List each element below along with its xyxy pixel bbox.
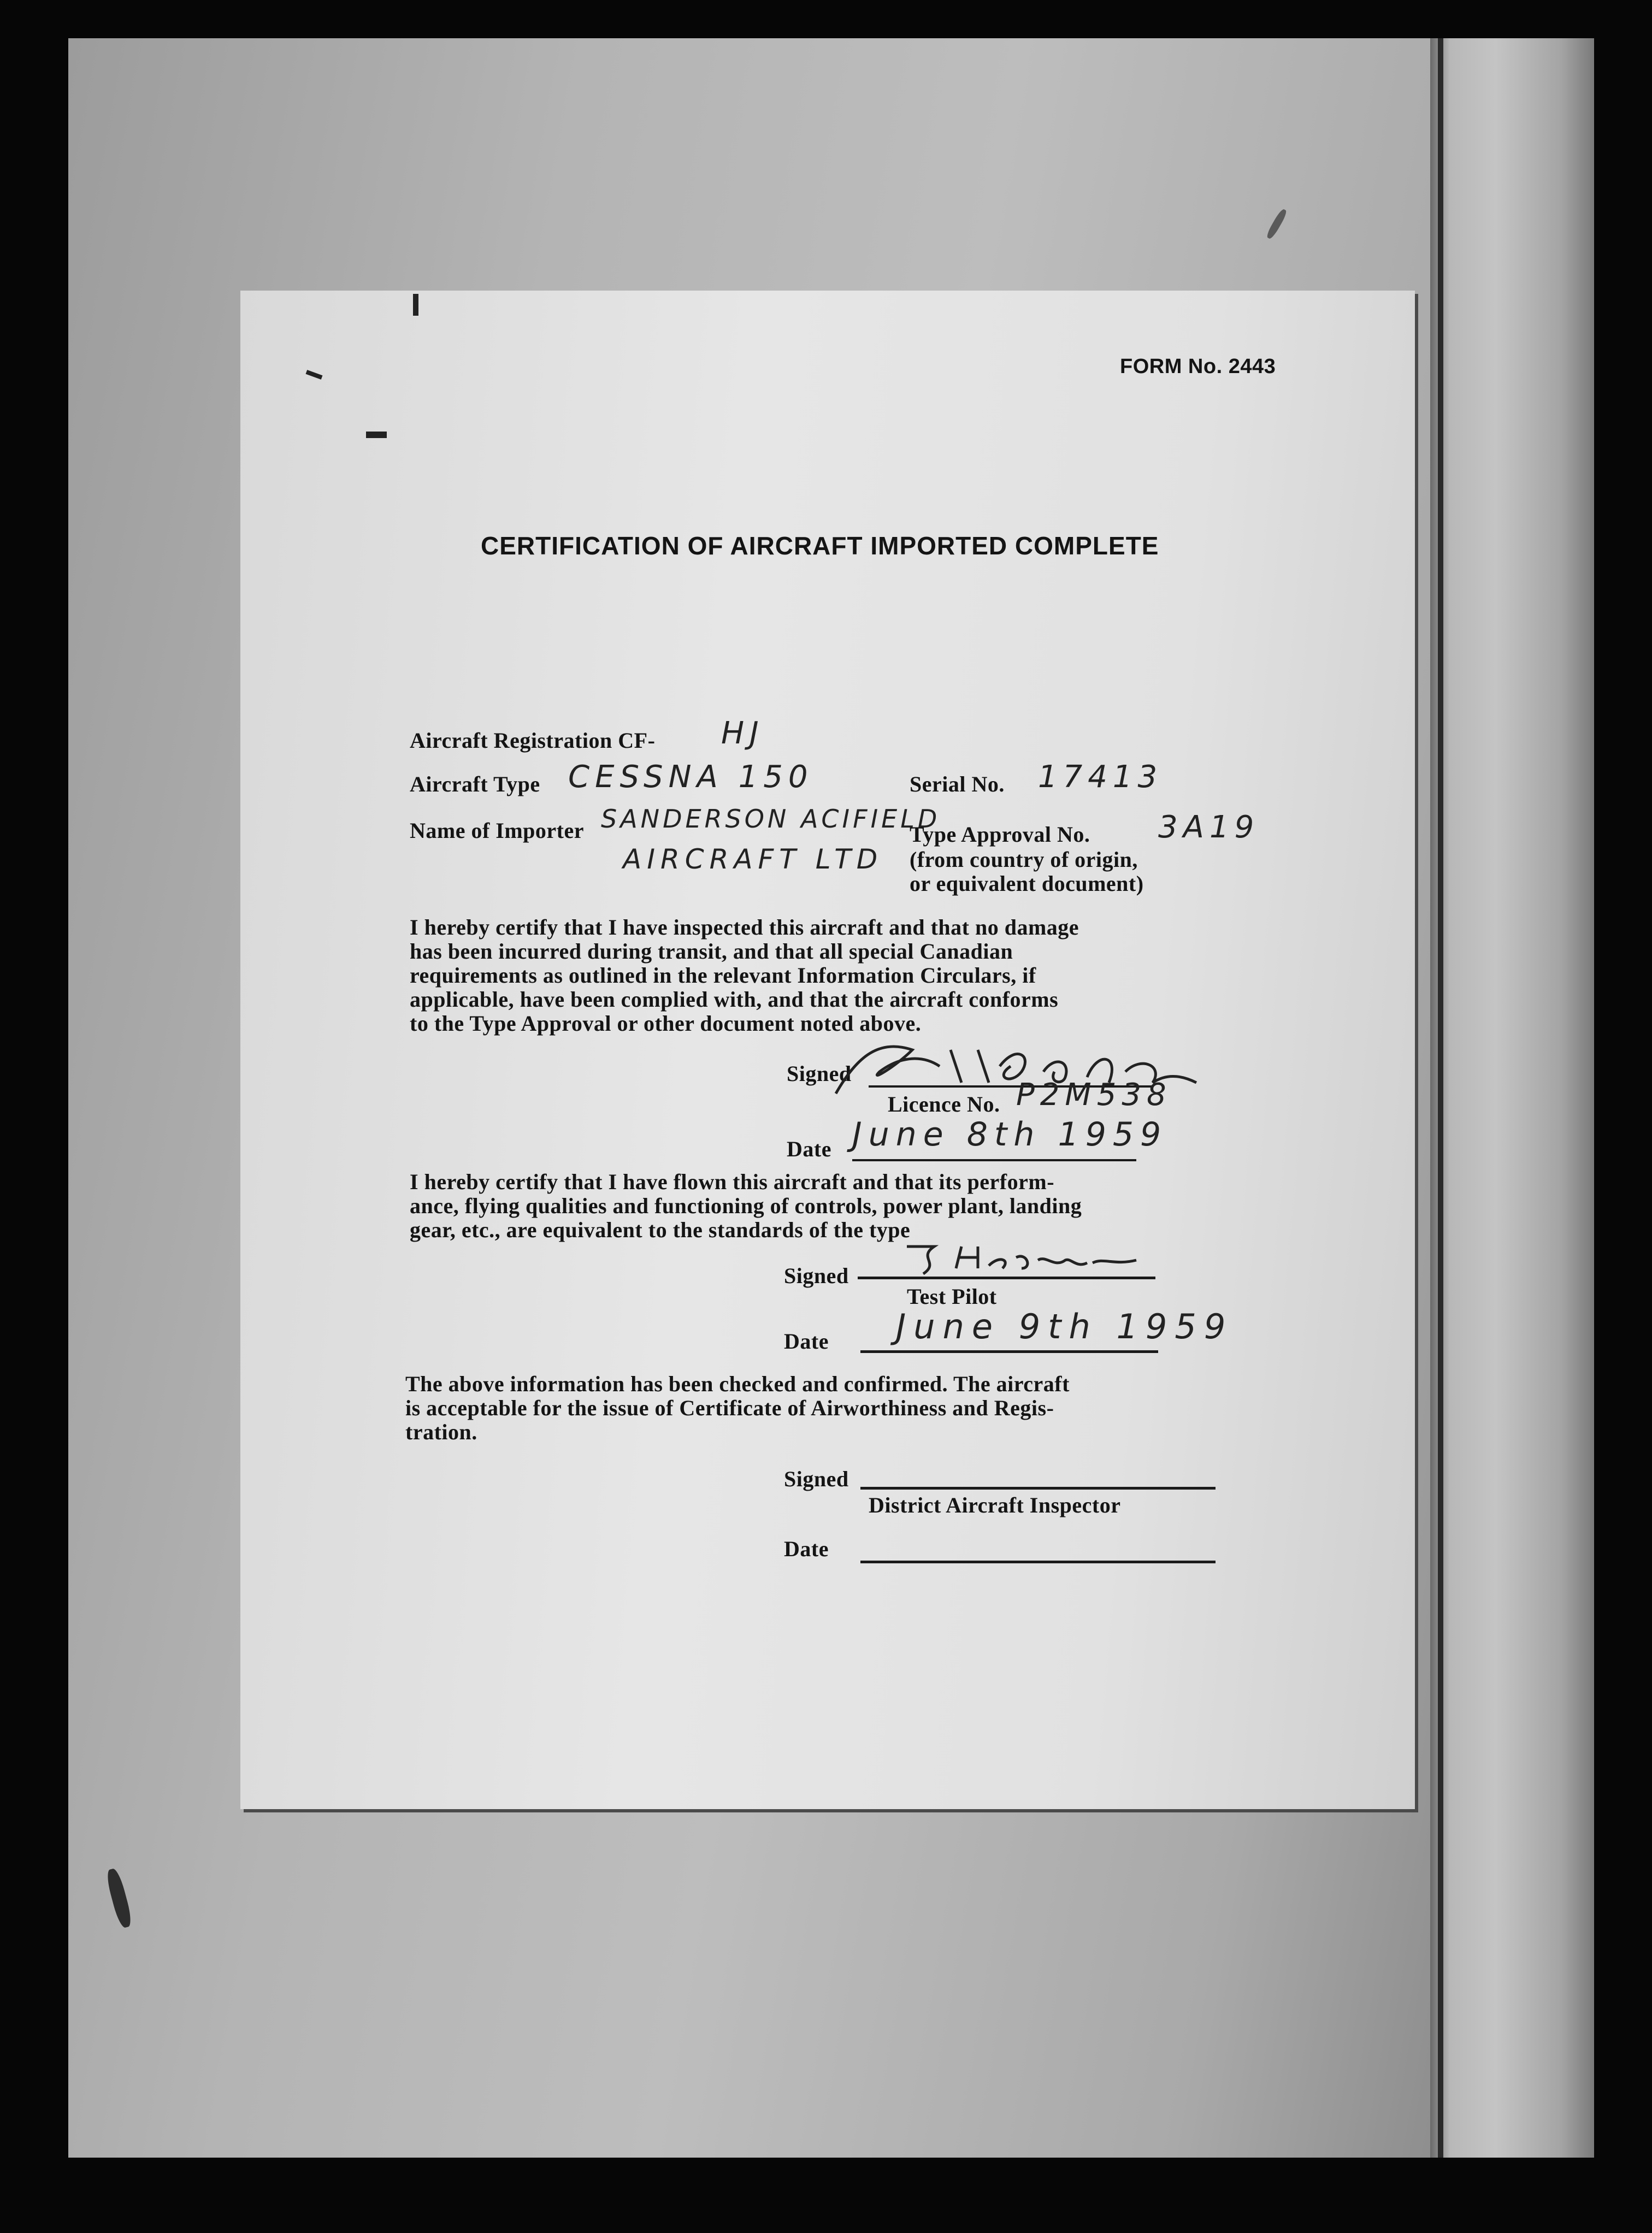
test-pilot-signature-line: [858, 1277, 1155, 1279]
inspection-date-label: Date: [787, 1137, 831, 1161]
inspection-line-1: I hereby certify that I have inspected this aircraft and that no damage: [410, 915, 1079, 940]
district-date-label: Date: [784, 1537, 829, 1561]
inspection-date-value: June 8th 1959: [852, 1115, 1168, 1154]
inspection-line-5: to the Type Approval or other document noted above.: [410, 1011, 922, 1036]
pin-mark: [306, 370, 323, 380]
form-number: FORM No. 2443: [1120, 355, 1276, 378]
flight-signed-label: Signed: [784, 1263, 849, 1288]
flight-line-1: I hereby certify that I have flown this aircraft and that its perform-: [410, 1169, 1055, 1194]
registration-value: HJ: [721, 716, 764, 751]
type-approval-note-1: (from country of origin,: [910, 847, 1138, 872]
importer-value-line2: AIRCRAFT LTD: [623, 843, 883, 875]
type-approval-label: Type Approval No.: [910, 822, 1090, 847]
serial-label: Serial No.: [910, 772, 1005, 796]
flight-line-2: ance, flying qualities and functioning of controls, power plant, landing: [410, 1194, 1082, 1218]
importer-value-line1: SANDERSON ACIFIELD: [601, 804, 941, 834]
licence-label: Licence No.: [888, 1092, 1000, 1116]
district-inspector-label: District Aircraft Inspector: [869, 1493, 1121, 1517]
inspection-date-line: [852, 1159, 1136, 1161]
inspection-line-3: requirements as outlined in the relevant Information Circulars, if: [410, 963, 1036, 988]
aircraft-type-value: CESSNA 150: [568, 759, 813, 795]
district-signed-label: Signed: [784, 1467, 849, 1491]
type-approval-note-2: or equivalent document): [910, 871, 1144, 896]
board-edge-strip: [1430, 38, 1594, 2158]
pin-mark: [366, 432, 387, 438]
district-date-line: [860, 1561, 1216, 1563]
flight-date-value: June 9th 1959: [896, 1307, 1234, 1346]
serial-value: 17413: [1038, 759, 1163, 795]
flight-date-line: [860, 1350, 1158, 1353]
pin-mark: [413, 294, 418, 316]
licence-value: P2M538: [1016, 1077, 1172, 1113]
board-edge-shadow: [1438, 38, 1443, 2158]
inspection-signed-label: Signed: [787, 1061, 852, 1086]
inspection-line-4: applicable, have been complied with, and that the aircraft conforms: [410, 987, 1059, 1012]
form-sheet: [240, 291, 1415, 1809]
district-signature-line: [860, 1487, 1216, 1490]
check-line-1: The above information has been checked and confirmed. The aircraft: [405, 1372, 1070, 1396]
type-approval-value: 3A19: [1158, 810, 1260, 845]
page-title: CERTIFICATION OF AIRCRAFT IMPORTED COMPLETE: [481, 531, 1159, 560]
importer-label: Name of Importer: [410, 818, 584, 843]
registration-label: Aircraft Registration CF-: [410, 728, 656, 753]
flight-line-3: gear, etc., are equivalent to the standards of the type: [410, 1218, 911, 1242]
inspection-line-2: has been incurred during transit, and that all special Canadian: [410, 939, 1013, 964]
aircraft-type-label: Aircraft Type: [410, 772, 540, 796]
flight-date-label: Date: [784, 1329, 829, 1354]
check-line-3: tration.: [405, 1420, 477, 1444]
test-pilot-label: Test Pilot: [907, 1284, 997, 1309]
check-line-2: is acceptable for the issue of Certificate of Airworthiness and Regis-: [405, 1396, 1054, 1420]
